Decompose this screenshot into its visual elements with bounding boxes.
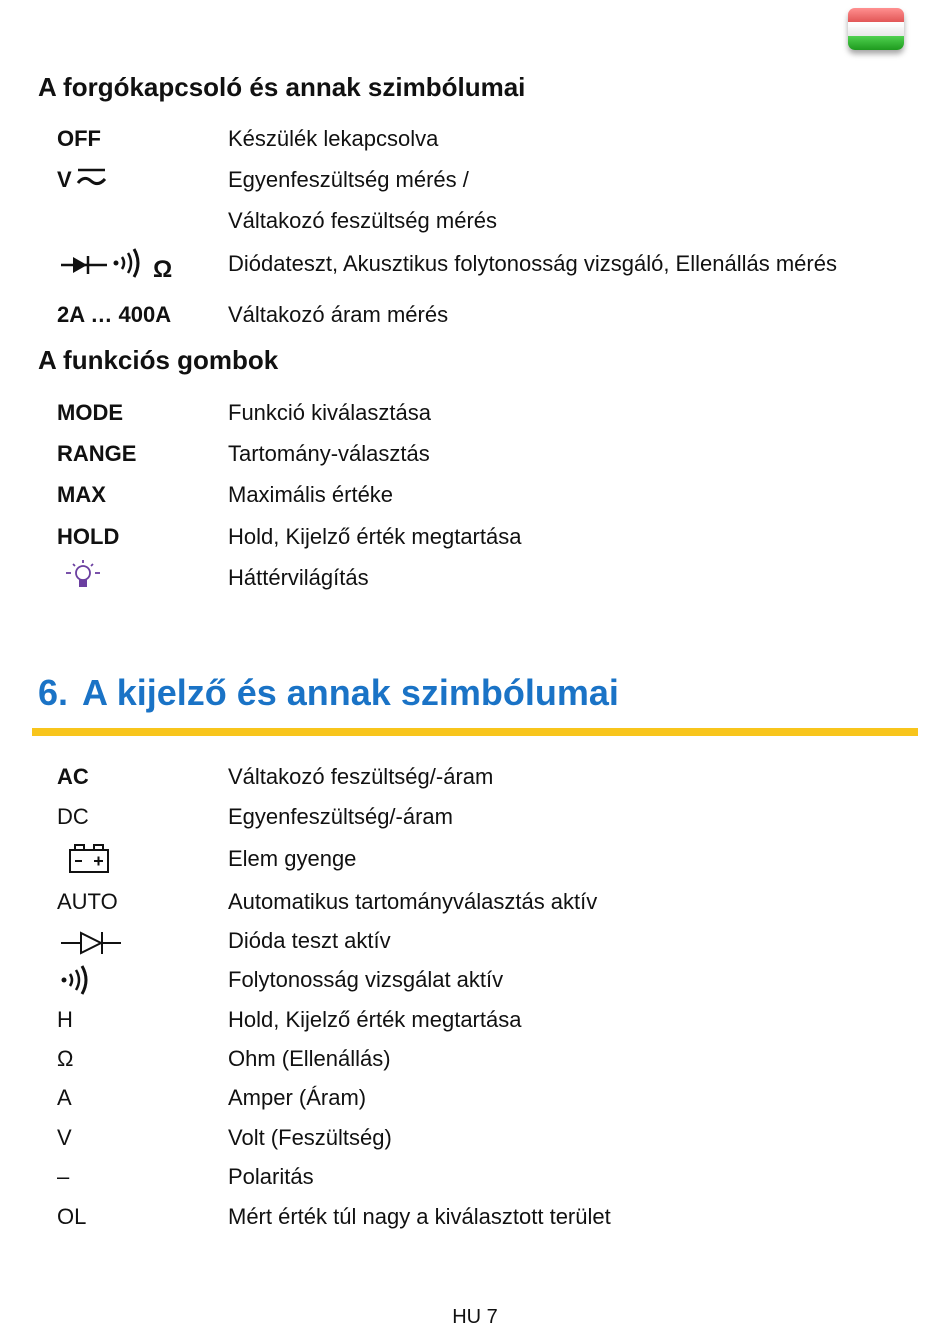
display-description: Váltakozó feszültség/-áram [228, 764, 494, 789]
display-description: Automatikus tartományválasztás aktív [228, 889, 598, 914]
rotary-description: Váltakozó áram mérés [228, 302, 449, 327]
dc-ac-voltage-icon [75, 167, 107, 191]
button-symbol: MODE [57, 400, 123, 425]
display-description: Amper (Áram) [228, 1085, 367, 1110]
display-row [57, 802, 937, 832]
diode-icon [59, 928, 123, 958]
display-description: Egyenfeszültség/-áram [228, 804, 453, 829]
display-description: Mért érték túl nagy a kiválasztott terület [228, 1204, 611, 1229]
button-row-range [57, 439, 937, 469]
rotary-description: Diódateszt, Akusztikus folytonosság vizsgáló, Ellenállás mérés [228, 251, 837, 276]
display-row [57, 1202, 937, 1232]
rotary-symbol: 2A … 400A [57, 302, 172, 327]
chapter-heading [38, 672, 619, 714]
rotary-row-voltage [57, 165, 937, 195]
chapter-divider [32, 728, 918, 736]
diode-continuity-ohm-icon [59, 243, 183, 281]
display-row [57, 965, 937, 995]
rotary-description: Váltakozó feszültség mérés [228, 208, 498, 233]
display-row [57, 1162, 937, 1192]
display-row [57, 887, 937, 917]
backlight-bulb-icon [61, 559, 105, 593]
button-row-backlight [57, 563, 937, 593]
button-description: Hold, Kijelző érték megtartása [228, 524, 522, 549]
chapter-title: A kijelző és annak szimbólumai [82, 672, 619, 713]
button-description: Háttérvilágítás [228, 565, 369, 590]
rotary-row-current [57, 300, 937, 330]
display-row [57, 844, 937, 874]
button-symbol: HOLD [57, 524, 120, 549]
button-row-mode [57, 398, 937, 428]
rotary-row-voltage-cont [57, 206, 937, 236]
display-description: Folytonosság vizsgálat aktív [228, 967, 504, 992]
chapter-number: 6. [38, 672, 69, 713]
display-symbol: Ω [57, 1046, 74, 1071]
display-description: Volt (Feszültség) [228, 1125, 392, 1150]
rotary-switch-heading: A forgókapcsoló és annak szimbólumai [38, 72, 526, 102]
svg-text:Ω: Ω [153, 256, 173, 283]
rotary-symbol: OFF [57, 126, 101, 151]
display-row [57, 762, 937, 792]
display-symbol: AUTO [57, 889, 118, 914]
display-symbol: V [57, 1125, 72, 1150]
continuity-sound-icon [59, 963, 99, 997]
voltage-symbol-letter: V [57, 167, 72, 192]
display-symbol: H [57, 1007, 73, 1032]
display-row [57, 1083, 937, 1113]
button-description: Funkció kiválasztása [228, 400, 431, 425]
button-description: Tartomány-választás [228, 441, 430, 466]
display-row [57, 1123, 937, 1153]
rotary-description: Egyenfeszültség mérés / [228, 167, 469, 192]
button-description: Maximális értéke [228, 482, 394, 507]
display-description: Hold, Kijelző érték megtartása [228, 1007, 522, 1032]
display-symbol: – [57, 1164, 70, 1189]
display-description: Polaritás [228, 1164, 314, 1189]
rotary-symbol [57, 165, 227, 195]
button-symbol: MAX [57, 482, 106, 507]
button-row-hold [57, 522, 937, 552]
button-row-max [57, 480, 937, 510]
display-description: Elem gyenge [228, 846, 357, 871]
page-number: HU 7 [452, 1306, 498, 1328]
button-symbol: RANGE [57, 441, 137, 466]
display-symbol: OL [57, 1204, 87, 1229]
low-battery-icon [67, 842, 113, 876]
display-description: Ohm (Ellenállás) [228, 1046, 391, 1071]
display-symbol: AC [57, 764, 89, 789]
hungarian-flag-icon [848, 8, 904, 50]
display-row [57, 926, 937, 956]
rotary-row-diode [57, 249, 937, 283]
display-symbol: A [57, 1085, 72, 1110]
display-symbol: DC [57, 804, 89, 829]
display-row [57, 1005, 937, 1035]
rotary-description: Készülék lekapcsolva [228, 126, 439, 151]
function-buttons-heading: A funkciós gombok [38, 345, 279, 375]
rotary-row-off [57, 124, 937, 154]
display-description: Dióda teszt aktív [228, 928, 391, 953]
display-row [57, 1044, 937, 1074]
